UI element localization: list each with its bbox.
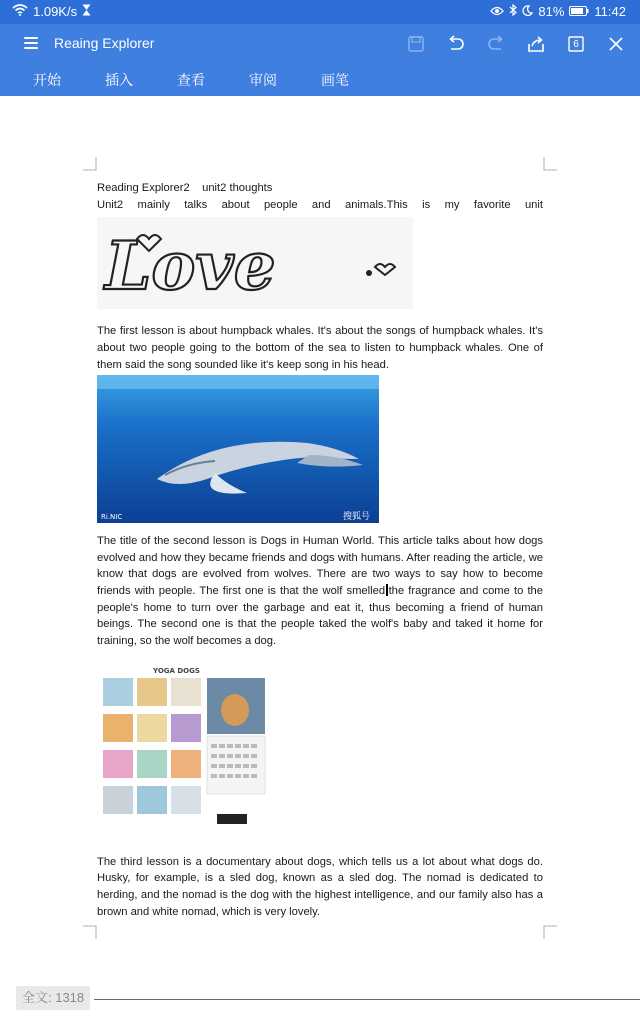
yoga-dogs-title: YOGA DOGS xyxy=(153,666,200,675)
share-icon[interactable] xyxy=(522,30,550,58)
hourglass-icon xyxy=(82,4,91,19)
clock: 11:42 xyxy=(594,4,626,19)
pages-icon[interactable] xyxy=(562,30,590,58)
margin-corner-top-right xyxy=(543,157,557,171)
doc-paragraph-2 xyxy=(97,533,543,650)
undo-icon[interactable] xyxy=(442,30,470,58)
menu-icon[interactable] xyxy=(24,34,42,50)
bluetooth-icon xyxy=(509,4,517,19)
doc-intro-line: Unit2 mainly talks about people and animals.This is my favorite unit xyxy=(97,198,543,211)
tab-review[interactable]: 审阅 xyxy=(249,72,277,88)
redo-icon[interactable] xyxy=(482,30,510,58)
whale-caption-right: 搜狐号 xyxy=(343,512,371,523)
text-cursor xyxy=(386,584,388,596)
ribbon-tabs xyxy=(0,68,640,94)
tab-view[interactable]: 查看 xyxy=(177,72,205,88)
document-title: Reaing Explorer xyxy=(54,35,155,51)
document-body[interactable] xyxy=(97,180,543,920)
status-bar xyxy=(0,0,640,24)
wifi-icon xyxy=(12,4,28,19)
margin-corner-bottom-left xyxy=(83,925,97,939)
save-icon[interactable] xyxy=(402,30,430,58)
doc-paragraph-1: The first lesson is about humpback whales. It's about the songs of humpback whales. It's about two people going to the bottom of the sea to listen to humpback whales. One of them said the song sounded like it's keep song in his head. xyxy=(97,325,543,371)
word-count-badge: 全文: 1318 xyxy=(16,986,90,1010)
doc-paragraph-3: The third lesson is a documentary about dogs, which tells us a lot about what dogs do. Husky, for example, is a sled dog, known as a sled dog. The nomad is dedicated to herding, and the nomad is the dog with the highest intelligence, and our family also has a brown and white nomad, which is very lovely. xyxy=(97,855,543,918)
doc-header-line: Reading Explorer2 unit2 thoughts xyxy=(97,182,273,194)
tab-home[interactable]: 开始 xyxy=(33,72,61,88)
moon-icon xyxy=(522,4,533,19)
app-toolbar xyxy=(0,24,640,96)
margin-corner-bottom-right xyxy=(543,925,557,939)
love-lettering-text: Love xyxy=(105,227,276,306)
doc-paragraph-2-part2: the fragrance and come to the people's home to turn over the garbage and eat it, thus becoming a friend of human beings. The second one is that the people taked the wolf's baby and taked it home for training, so the wolf becomes a dog. xyxy=(97,585,543,648)
margin-corner-top-left xyxy=(83,157,97,171)
tab-pen[interactable]: 画笔 xyxy=(321,72,349,88)
pages-count: 6 xyxy=(573,38,579,50)
love-lettering-image xyxy=(97,217,413,309)
yoga-dogs-calendar-image xyxy=(101,664,271,834)
eye-icon xyxy=(490,4,504,19)
whale-caption-left: Ri.NIC xyxy=(101,513,123,522)
tab-insert[interactable]: 插入 xyxy=(105,72,133,88)
battery-icon xyxy=(569,4,589,19)
battery-percent: 81% xyxy=(538,4,565,19)
humpback-whale-photo xyxy=(97,375,379,523)
close-icon[interactable] xyxy=(602,30,630,58)
doc-paragraph-2-part1: The title of the second lesson is Dogs in Human World. This article talks about how dogs evolved and how they became friends and dogs with humans. After reading the article, we know that dogs are evolved from wolves. There are two ways to say how to become friends with people. The first one is that the wolf smelled xyxy=(97,534,543,598)
page-bottom-divider xyxy=(94,999,640,1000)
network-speed: 1.09K/s xyxy=(33,4,78,19)
